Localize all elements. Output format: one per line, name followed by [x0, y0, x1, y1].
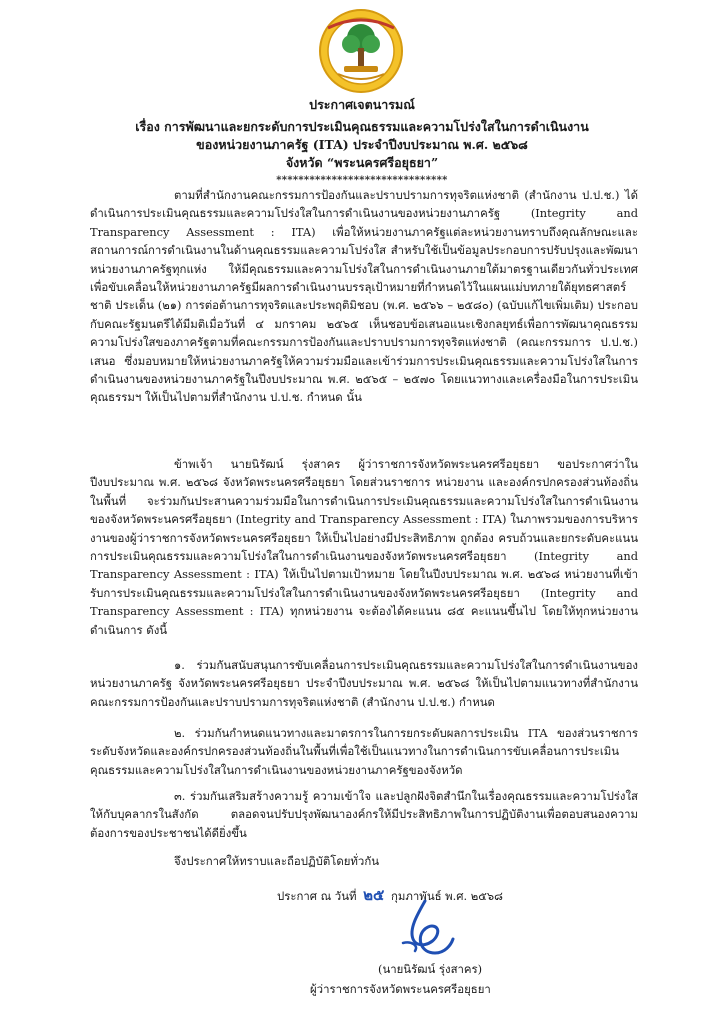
handwritten-signature [395, 895, 461, 961]
subject-line-1: เรื่อง การพัฒนาและยกระดับการประเมินคุณธรรมและความโปร่งใสในการดำเนินงาน [135, 119, 589, 134]
paragraph-1: ตามที่สำนักงานคณะกรรมการป้องกันและปราบปรามการทุจริตแห่งชาติ (สำนักงาน ป.ป.ช.) ได้ดำเนินการประเมินคุณธรรมและความโปร่งใสในการดำเนินงานของหน่วยงานภาครัฐ (Integrity and Transparency Assessment : ITA) เพื่อให้หน่วยงานภาครัฐแต่ละหน่วยงานทราบถึงคุณลักษณะและสถานการณ์การดำเนินงานในด้านคุณธรรมและความโปร่งใส สำหรับใช้เป็นข้อมูลประกอบการปรับปรุงและพัฒนาหน่วยงานภาครัฐทุกแห่ง ให้มีคุณธรรมและความโปร่งใสในการดำเนินงานภายใต้มาตรฐานเดียวกันทั่วประเทศ เพื่อขับเคลื่อนให้หน่วยงานภาครัฐมีผลการดำเนินงานบรรลุเป้าหมายที่กำหนดไว้ในแผนแม่บทภายใต้ยุทธศาสตร์ชาติ ประเด็น (๒๑) การต่อต้านการทุจริตและประพฤติมิชอบ (พ.ศ. ๒๕๖๖ – ๒๕๘๐) (ฉบับแก้ไขเพิ่มเติม) ประกอบกับคณะรัฐมนตรีได้มีมติเมื่อวันที่ ๔ มกราคม ๒๕๖๕ เห็นชอบข้อเสนอแนะเชิงกลยุทธ์เพื่อการพัฒนาคุณธรรมความโปร่งใสของภาครัฐตามที่คณะกรรมการป้องกันและปราบปรามการทุจริตแห่งชาติ (คณะกรรมการ ป.ป.ช.) เสนอ ซึ่งมอบหมายให้หน่วยงานภาครัฐให้ความร่วมมือและเข้าร่วมการประเมินคุณธรรมและความโปร่งใสในการดำเนินงานของหน่วยงานภาครัฐในปีงบประมาณ พ.ศ. ๒๕๖๕ – ๒๕๗๐ โดยแนวทางและเครื่องมือในการประเมินคุณธรรมฯ ให้เป็นไปตามที่สำนักงาน ป.ป.ช. กำหนด นั้น [90, 188, 638, 405]
list-item-3: ๓. ร่วมกันเสริมสร้างความรู้ ความเข้าใจ และปลูกฝังจิตสำนึกในเรื่องคุณธรรมและความโปร่งใสให้กับบุคลากรในสังกัด ตลอดจนปรับปรุงพัฒนาองค์กรให้มีประสิทธิภาพในการปฏิบัติงานเพื่อตอบสนองความต้องการของประชาชนได้ดียิ่งขึ้น [90, 789, 638, 840]
subject-line-2: ของหน่วยงานภาครัฐ (ITA) ประจำปีงบประมาณ พ.ศ. ๒๕๖๘ [196, 137, 528, 152]
date-month-year: กุมภาพันธ์ พ.ศ. ๒๕๖๘ [391, 889, 503, 903]
closing-sentence: จึงประกาศให้ทราบและถือปฏิบัติโดยทั่วกัน [174, 854, 380, 868]
provincial-seal-icon [318, 8, 404, 94]
announcement-date [277, 886, 503, 905]
date-day: ๒๕ [363, 886, 385, 904]
province-line: จังหวัด “พระนครศรีอยุธยา” [285, 155, 439, 170]
list-item-2: ๒. ร่วมกันกำหนดแนวทางและมาตรการในการยกระดับผลการประเมิน ITA ของส่วนราชการระดับจังหวัดและองค์กรปกครองส่วนท้องถิ่นในพื้นที่เพื่อใช้เป็นแนวทางในการดำเนินการขับเคลื่อนการประเมินคุณธรรมและความโปร่งใสในการดำเนินงานของหน่วยงานภาครัฐของจังหวัด [90, 726, 638, 777]
signer-position: ผู้ว่าราชการจังหวัดพระนครศรีอยุธยา [310, 982, 491, 996]
list-item-1: ๑. ร่วมกันสนับสนุนการขับเคลื่อนการประเมินคุณธรรมและความโปร่งใสในการดำเนินงานของหน่วยงานภาครัฐ จังหวัดพระนครศรีอยุธยา ประจำปีงบประมาณ พ.ศ. ๒๕๖๘ ให้เป็นไปตามแนวทางที่สำนักงานคณะกรรมการป้องกันและปราบปรามการทุจริตแห่งชาติ (สำนักงาน ป.ป.ช.) กำหนด [90, 658, 638, 709]
signer-name: (นายนิรัฒน์ รุ่งสาคร) [378, 962, 483, 976]
star-separator: ******************************* [276, 175, 448, 186]
date-prefix: ประกาศ ณ วันที่ [277, 889, 357, 903]
announcement-title: ประกาศเจตนารมณ์ [309, 97, 415, 112]
paragraph-2: ข้าพเจ้า นายนิรัฒน์ รุ่งสาคร ผู้ว่าราชการจังหวัดพระนครศรีอยุธยา ขอประกาศว่าในปีงบประมาณ พ.ศ. ๒๕๖๘ จังหวัดพระนครศรีอยุธยา โดยส่วนราชการ หน่วยงาน และองค์กรปกครองส่วนท้องถิ่นในพื้นที่ จะร่วมกันประสานความร่วมมือในการดำเนินการประเมินคุณธรรมและความโปร่งใสในการดำเนินงานของจังหวัดพระนครศรีอยุธยา (Integrity and Transparency Assessment : ITA) ในภาพรวมของการบริหารงานของผู้ว่าราชการจังหวัดพระนครศรีอยุธยา ให้เป็นไปอย่างมีประสิทธิภาพ ถูกต้อง ครบถ้วนและยกระดับคะแนนการประเมินคุณธรรมและความโปร่งใสในการดำเนินงานของจังหวัดพระนครศรีอยุธยา (Integrity and Transparency Assessment : ITA) ให้เป็นไปตามเป้าหมาย โดยในปีงบประมาณ พ.ศ. ๒๕๖๘ หน่วยงานที่เข้ารับการประเมินคุณธรรมและความโปร่งใสในการดำเนินงานของจังหวัดพระนครศรีอยุธยา (Integrity and Transparency Assessment : ITA) ทุกหน่วยงาน จะต้องได้คะแนน ๘๕ คะแนนขึ้นไป โดยให้ทุกหน่วยงานดำเนินการ ดังนี้ [90, 457, 638, 637]
